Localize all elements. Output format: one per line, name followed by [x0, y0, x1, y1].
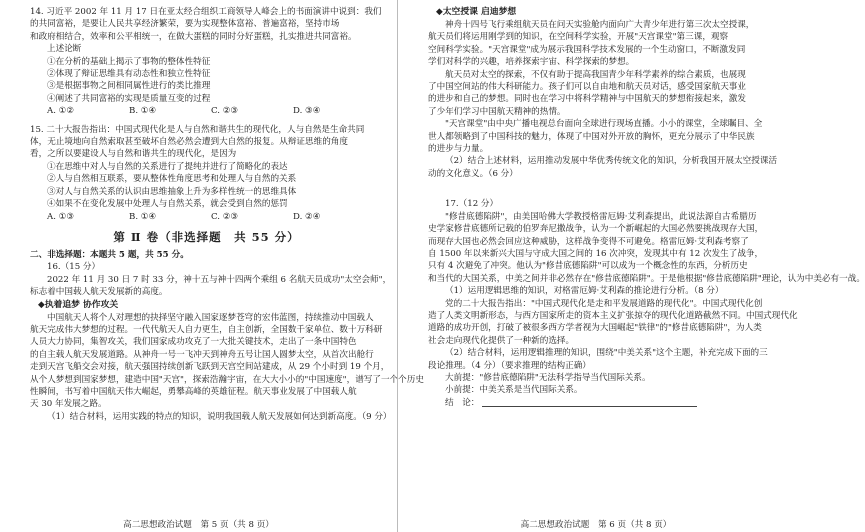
option-a: A. ①②	[47, 106, 75, 117]
q17-paragraph-line: 只有 4 次避免了冲突。他认为"修昔底德陷阱"可以成为一个概念性的东西，分析历史	[428, 261, 748, 272]
conclusion-blank[interactable]	[482, 398, 697, 407]
paragraph-line: 神舟十四号飞行乘组航天员在问天实验舱内面向广大青少年进行第三次太空授课，	[445, 20, 755, 30]
q15-item: ②人与自然相互联系，要从整体性角度思考和处理人与自然的关系	[47, 174, 297, 185]
section-title: 第 Ⅱ 卷（非选择题 共 55 分）	[113, 229, 300, 244]
q16-paragraph-line: 性瞬间，书写着中国航天伟大崛起，勇攀高峰的英雄征程。航天事业发展了中国载人航	[30, 386, 357, 397]
option-b: B. ①④	[129, 211, 157, 222]
q15-stem-line: 看，之所以要建设人与自然和谐共生的现代化，是因为	[30, 149, 237, 160]
q15-item: ③对人与自然关系的认识由思维抽象上升为多样性统一的思维具体	[47, 186, 297, 197]
q17-paragraph-line: 而现存大国也必然会回应这种威胁，这样战争变得不可避免。格雷厄姆·艾利森考察了	[428, 236, 749, 247]
conclusion-label: 结 论：	[445, 397, 480, 408]
q14-item: ③是根据事物之间相同属性进行的类比推理	[47, 81, 211, 92]
q14-stem-line: 的共同富裕，是要让人民共享经济繁荣，要为实现整体富裕、普遍富裕，坚持市场	[30, 19, 340, 30]
q16-paragraph-line: 走到天宫飞船交会对接，航天强国持续创新飞跃到天宫空间站建成，从 29 个小时到 19 个月，	[30, 362, 390, 373]
q17-paragraph-line: 自 1500 年以来新兴大国与守成大国之间的 16 次冲突，发现其中有 12 次发生了战争，	[428, 248, 764, 259]
q16-subheading-2: ◆太空授课 启迪梦想	[436, 7, 517, 17]
q16-subheading: ◆执着追梦 协作攻关	[38, 299, 119, 310]
option-a: A. ①③	[47, 211, 75, 222]
paragraph-line: 了中国空间站的伟大科研能力。孩子们可以自由地和航天员对话，感受国家航天事业	[428, 82, 746, 93]
q17-paragraph-line: 社会走向现代化提供了一种新的选择。	[428, 335, 575, 346]
exam-page-left	[0, 0, 424, 532]
q16-heading: 16.（15 分）	[47, 262, 101, 273]
paragraph-line: 的进步与力量。	[428, 144, 489, 155]
paragraph-line: 了少年们学习中国航天精神的热情。	[428, 106, 566, 117]
q14-stem-line: 上述论断	[47, 44, 82, 55]
q15-stem-line: 体，无止境地向自然索取甚至破坏自然必然会遭到大自然的报复。从辩证思维的角度	[30, 137, 348, 148]
q16-question-2: （2）结合上述材料，运用推动发展中华优秀传统文化的知识，分析我国开展太空授课活	[445, 156, 778, 167]
option-c: C. ②③	[211, 211, 239, 222]
page-footer: 高二思想政治试题 第 6 页（共 8 页）	[520, 520, 672, 530]
q16-question-2: 动的文化意义。（6 分）	[428, 168, 518, 179]
q16-paragraph-line: 天 30 年发展之路。	[30, 399, 107, 410]
q16-paragraph-line: 的自主载人航天发展道路。从神舟一号一飞冲天到神舟五号让国人圆梦太空，从首次出舱行	[30, 349, 374, 360]
q14-item: ②体现了辩证思维具有动态性和独立性特征	[47, 69, 211, 80]
q17-paragraph-line: 造了人类文明新形态，与西方国家所走的资本主义扩张掠夺的现代化道路截然不同。中国式现代化	[428, 310, 798, 321]
q16-intro-line: 2022 年 11 月 30 日 7 时 33 分，神十五与神十四两个乘组 6 名航天员成功"太空会师"，	[47, 274, 392, 285]
q15-stem-line: 15. 二十大报告指出：中国式现代化是人与自然和谐共生的现代化，人与自然是生命共同	[30, 124, 365, 135]
major-premise: 大前提："修昔底德陷阱"无法科学指导当代国际关系。	[445, 372, 651, 383]
q16-question-1: （1）结合材料，运用实践的特点的知识，说明我国载人航天发展如何达到新高度。（9 分）	[47, 411, 392, 422]
paragraph-line: 的进步和自己的梦想。同时也在学习中将科学精神与中国航天的梦想衔接起来，激发	[428, 94, 746, 105]
q16-paragraph-line: 人员大力协同，集智攻关，我们国家成功攻克了一大批关键技术，走出了一条中国特色	[30, 337, 357, 348]
section-intro: 二、非选择题：本题共 5 题，共 55 分。	[30, 249, 189, 260]
option-d: D. ③④	[293, 106, 321, 117]
paragraph-line: 航天员们将运用刚学到的知识，在空间科学实验，开展"天宫课堂"第三课，观察	[428, 32, 729, 43]
q16-paragraph-line: 中国航天人将个人对理想的抉择坚守融入国家逐梦苍穹的宏伟蓝图，持续推动中国载人	[47, 312, 374, 323]
q16-paragraph-line: 从个人梦想到国家梦想，建造中国"天宫"，探索浩瀚宇宙，在大大小小的"中国速度"，谱写了一个个历史	[30, 374, 424, 385]
q15-item: ④如果不在变化发展中处理人与自然关系，就会受到自然的惩罚	[47, 199, 288, 210]
q17-paragraph-line: 史学家修昔底德所记载的伯罗奔尼撒战争，认为一个新崛起的大国必然要挑战现存大国，	[428, 224, 764, 235]
q15-item: ①在思维中对人与自然的关系进行了提纯并进行了简略化的表达	[47, 161, 288, 172]
q17-paragraph-line: 党的二十大报告指出："中国式现代化是走和平发展道路的现代化"。中国式现代化创	[445, 298, 763, 309]
option-d: D. ②④	[293, 211, 321, 222]
q14-item: ①在分析的基础上揭示了事物的整体性特征	[47, 56, 211, 67]
conclusion-row	[428, 397, 774, 409]
q15-options	[30, 211, 383, 223]
q14-options	[30, 105, 383, 117]
q17-paragraph-line: 道路的成功开创，打破了被很多西方学者视为大国崛起"铁律"的"修昔底德陷阱"，为人类	[428, 323, 762, 334]
q17-question-2: （2）结合材料，运用逻辑推理的知识，围绕"中美关系"这个主题，补充完成下面的三	[445, 348, 768, 359]
option-b: B. ①④	[129, 106, 157, 117]
paragraph-line: 空间科学实验。"天宫课堂"成为展示我国科学技术发展的一个生动窗口，不断激发同	[428, 44, 746, 55]
option-c: C. ②③	[211, 106, 239, 117]
paragraph-line: 世人都领略到了中国科技的魅力，体现了中国对外开放的胸怀，更充分展示了中华民族	[428, 131, 755, 142]
question-15	[30, 124, 383, 223]
q16-intro-line: 标志着中国载人航天发展新的高度。	[30, 287, 168, 298]
q17-question-2: 段论推理。（4 分）（要求推理的结构正确）	[428, 360, 591, 371]
q16-paragraph-line: 航天完成伟大梦想的过程。一代代航天人自力更生，自主创新，全国数千家单位、数十万科研	[30, 324, 383, 335]
page-footer: 高二思想政治试题 第 5 页（共 8 页）	[123, 520, 274, 530]
q14-stem-line: 和政府相结合，效率和公平相统一，在做大蛋糕的同时分好蛋糕，扎实推进共同富裕。	[30, 31, 357, 42]
paragraph-line: "天宫课堂"由中央广播电视总台面向全球进行现场直播。小小的课堂，全球瞩目、全	[445, 119, 763, 130]
q14-stem-line: 14. 习近平 2002 年 11 月 17 日在亚太经合组织工商领导人峰会上的书面演讲中说到：我们	[30, 7, 382, 17]
question-14	[30, 6, 383, 118]
q17-paragraph-line: "修昔底德陷阱"，由美国哈佛大学教授格雷厄姆·艾利森提出，此说法源自古希腊历	[445, 211, 757, 222]
q17-paragraph-line: 和当代的大国关系，中美之间并非必然存在"修昔底德陷阱"。于是他根据"修昔底德陷阱"理论，认为中美必有一战。	[428, 273, 865, 284]
minor-premise: 小前提：中美关系是当代国际关系。	[445, 385, 583, 396]
q14-item: ④阐述了共同富裕的实现是质量互变的过程	[47, 93, 211, 104]
paragraph-line: 航天员对太空的探索，不仅有助于提高我国青少年科学素养的综合素质，也展现	[445, 69, 746, 80]
paragraph-line: 学们对科学的兴趣，培养探索宇宙、科学探索的梦想。	[428, 57, 635, 68]
exam-page-right	[397, 0, 865, 532]
q17-heading: 17.（12 分）	[445, 199, 499, 210]
q17-question-1: （1）运用逻辑思维的知识，对格雷厄姆·艾利森的推论进行分析。（8 分）	[445, 286, 724, 297]
